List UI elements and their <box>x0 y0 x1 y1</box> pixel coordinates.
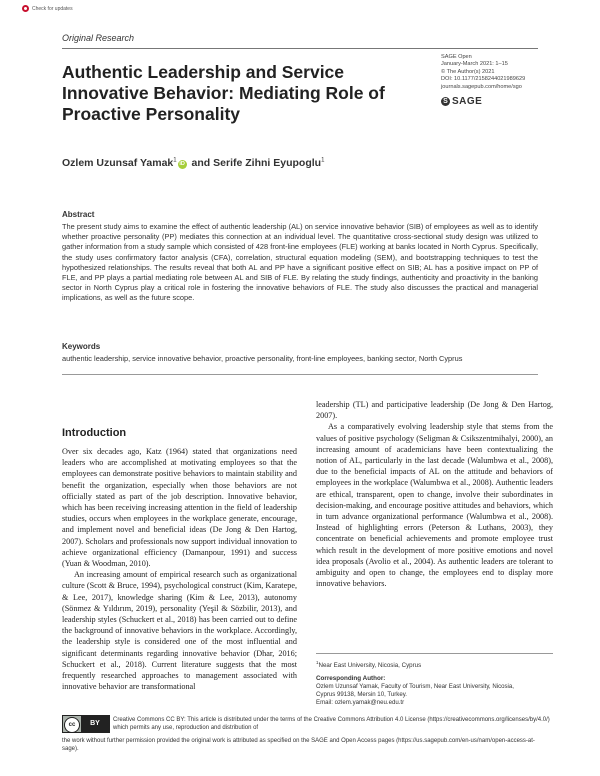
section-heading: Introduction <box>62 427 127 439</box>
journal-info <box>441 54 551 91</box>
author-name: Ozlem Uzunsaf Yamak <box>62 157 174 169</box>
affiliation-marker: 1 <box>321 157 325 164</box>
affiliation-marker: 1 <box>316 660 319 665</box>
corresponding-address: Cyprus 99138, Mersin 10, Turkey. <box>316 691 407 698</box>
affiliation <box>316 660 421 669</box>
article-type: Original Research <box>62 33 135 43</box>
section-divider <box>62 374 538 375</box>
journal-doi[interactable]: DOI: 10.1177/2158244021989629 <box>441 76 526 83</box>
check-updates-label: Check for updates <box>32 5 73 12</box>
attribution-icon: BY <box>81 716 109 732</box>
check-for-updates-badge[interactable] <box>22 5 73 12</box>
corresponding-address: Ozlem Uzunsaf Yamak, Faculty of Tourism, Near East University, Nicosia, <box>316 683 514 690</box>
license-text-continued: the work without further permission provided the original work is attributed as specified on the SAGE and Open Access pages (https://us.sagepub.com/en-us/nam/open-access-at-sage). <box>62 738 535 752</box>
footnote-divider <box>316 653 553 654</box>
check-updates-icon <box>22 5 29 12</box>
corresponding-author-heading: Corresponding Author: <box>316 675 386 682</box>
body-paragraph: Over six decades ago, Katz (1964) stated that organizations need leaders who are accomplished at motivating employees so that the employees can demonstrate positive behaviors to maintain stability and benefit the organization, especially when those behaviors are not officially stated as part of the job description. Innovative behavior, which has been receiving increasing attention in the field of leadership studies, occurs when employees in the workplace generate, encourage, and implement novel and beneficial ideas (De Jong & Den Hartog, 2007). Scholars and professionals now support individual innovation to achieve organizational efficiency (Damanpour, 1991) and success (Yuan & Woodman, 2010). <box>62 447 297 569</box>
header-divider <box>62 48 538 49</box>
corresponding-email[interactable]: Email: ozlem.yamak@neu.edu.tr <box>316 699 405 706</box>
sage-logo-icon: S <box>441 97 450 106</box>
abstract-heading: Abstract <box>62 210 95 219</box>
license-text: Creative Commons CC BY: This article is distributed under the terms of the Creative Commons Attribution 4.0 License (https://creativecommons.org/licenses/by/4.0/) which permits any use, reproduction and distribution of <box>113 717 550 731</box>
article-title: Authentic Leadership and Service Innovative Behavior: Mediating Role of Proactive Personality <box>62 62 385 124</box>
creative-commons-icon: cc <box>64 717 80 733</box>
journal-url[interactable]: journals.sagepub.com/home/sgo <box>441 83 522 90</box>
orcid-icon[interactable]: iD <box>179 161 185 167</box>
keywords-text: authentic leadership, service innovative behavior, proactive personality, front-line employees, banking sector, North Cyprus <box>62 354 463 363</box>
journal-copyright: © The Author(s) 2021 <box>441 68 495 75</box>
cc-by-license-badge[interactable] <box>62 715 110 733</box>
body-paragraph: An increasing amount of empirical research such as organizational culture (Scott & Bruce, 1994), psychological construct (Kim, Karatepe, & Lee, 2017), knowledge sharing (Kim & Lee, 2013), autonomy (Sönmez & Yıldırım, 2019), personality (Yeşil & Sözbilir, 2013), and leadership styles (Schuckert et al., 2018) has been carried out to define the background of innovative behaviors in the workplace. Accordingly, the leadership style is considered one of the most influential and significant determinants regarding innovative behavior (Dhar, 2016; Schuckert et al., 2018). Current literature suggests that the most frequently researched approaches to management associated with innovative behavior are transformational <box>62 570 297 692</box>
body-column-left <box>62 446 297 692</box>
body-paragraph: As a comparatively evolving leadership style that stems from the values of positive psychology (Seligman & Csikszentmihalyi, 2000), an increasing amount of academicians have been contextualizing the notion of AL, particularly in the last decade (Walumbwa et al., 2008), due to the beneficial impacts of AL on the attitude and behaviors of employees in the workplace (Walumbwa et al., 2008). Authentic leaders are ethical, transparent, open to change, involve their subordinates in decision-making, and encourage positive attitudes and behaviors, which in turn advance organizational performance (Walumbwa et al., 2008). Instead of highlighting errors (Peterson & Luthans, 2003), they concentrate on beneficial achievements and promote employee trust which result in the development of more positive emotions and novel idea proposals (Avolio et al., 2004). As authentic leaders are tolerant to ambiguity and open to change, the employees end to display more innovative behaviors. <box>316 422 553 589</box>
author-connector: and <box>191 157 211 169</box>
author-list <box>62 157 324 169</box>
abstract-text: The present study aims to examine the effect of authentic leadership (AL) on service innovative behavior (SIB) of employees as well as to identify whether proactive personality (PP) mediates this connection at an individual level. The quantitative cross-sectional study design was utilized to gather information from a study sample which consisted of 428 front-line employees (FLE) working at banks located in North Cyprus. Specifically, the study uses confirmatory factor analysis (CFA), correlation, structural equation modeling (SEM), and bootstrapping techniques to test the hypothesized relationships. The results reveal that both AL and PP have a significant positive effect on SIB; AL has a positive impact on PP of FLE, and PP plays a partial mediating role between AL and SIB of FLE. By relating the study findings, authenticity and proactivity in the banking sector in North Cyprus play a critical role in fostering the innovative behaviors of FLE. The study also discusses the practical and managerial implications, as well as the future scope. <box>62 222 538 303</box>
author-name: Serife Zihni Eyupoglu <box>213 157 322 169</box>
journal-name: SAGE Open <box>441 54 472 60</box>
journal-issue: January-March 2021: 1–15 <box>441 61 508 68</box>
affiliation-text: Near East University, Nicosia, Cyprus <box>318 662 422 670</box>
corresponding-author-details <box>316 683 556 707</box>
sage-logo-text: SAGE <box>452 96 483 107</box>
body-paragraph: leadership (TL) and participative leadership (De Jong & Den Hartog, 2007). <box>316 400 553 421</box>
sage-logo <box>441 96 482 107</box>
affiliation-marker: 1 <box>173 157 177 164</box>
keywords-heading: Keywords <box>62 342 101 351</box>
body-column-right <box>316 399 553 589</box>
